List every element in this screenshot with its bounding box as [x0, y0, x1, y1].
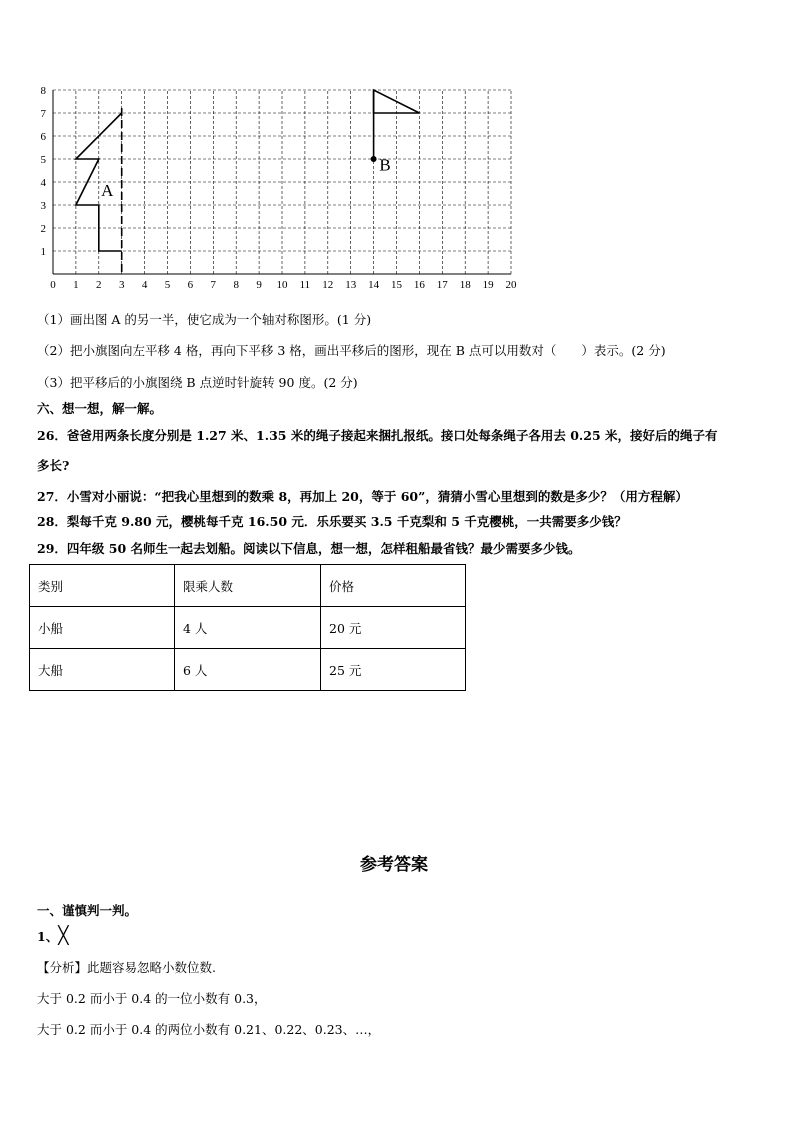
y-tick-label: 5 [40, 154, 46, 166]
boat-rental-table [29, 564, 466, 691]
x-tick-label: 20 [505, 279, 517, 291]
x-tick-label: 3 [118, 279, 125, 291]
table-cell: 小船 [30, 607, 175, 649]
x-tick-label: 5 [164, 279, 171, 291]
x-tick-label: 6 [187, 279, 194, 291]
x-tick-label: 8 [233, 279, 239, 291]
y-axis-tick-labels [41, 85, 47, 258]
table-header-cell: 类别 [30, 565, 175, 607]
x-tick-label: 18 [459, 279, 471, 291]
question-26-line1: 26．爸爸用两条长度分别是 1.27 米、1.35 米的绳子接起来捆扎报纸。接口处每条绳子各用去 0.25 米，接好后的绳子有 [37, 428, 718, 443]
analysis-line: 【分析】此题容易忽略小数位数. [37, 960, 216, 975]
x-tick-label: 12 [322, 279, 334, 291]
y-tick-label: 8 [40, 85, 46, 97]
answers-title: 参考答案 [360, 855, 428, 875]
answers-section-1: 一、谨慎判一判。 [37, 903, 138, 918]
question-3: （3）把平移后的小旗图绕 B 点逆时针旋转 90 度。(2 分) [37, 375, 358, 390]
x-tick-label: 19 [482, 279, 494, 291]
question-27: 27．小雪对小丽说：“把我心里想到的数乘 8，再加上 20，等于 60”，猜猜小雪心里想到的数是多少？（用方程解） [37, 489, 688, 504]
x-axis-tick-labels [50, 279, 517, 291]
y-tick-label: 2 [40, 223, 46, 235]
x-tick-label: 7 [210, 279, 217, 291]
point-b-label: B [379, 155, 391, 175]
x-tick-label: 15 [391, 279, 402, 291]
question-26-line2: 多长? [37, 458, 70, 473]
table-cell: 20 元 [321, 607, 466, 649]
x-tick-label: 16 [413, 279, 425, 291]
y-tick-label: 3 [40, 200, 46, 212]
section-six-heading: 六、想一想，解一解。 [37, 401, 163, 416]
x-tick-label: 2 [96, 279, 102, 291]
answer-line-1: 大于 0.2 而小于 0.4 的一位小数有 0.3， [37, 991, 267, 1006]
coordinate-grid-figure [30, 78, 530, 293]
shape-a-label: A [101, 180, 114, 200]
answer-item-number: 1、 [37, 929, 59, 944]
x-tick-label: 17 [436, 279, 448, 291]
y-tick-label: 6 [40, 131, 46, 143]
answer-item-1 [37, 928, 68, 945]
answer-line-2: 大于 0.2 而小于 0.4 的两位小数有 0.21、0.22、0.23、…， [37, 1022, 381, 1037]
y-tick-label: 4 [40, 177, 46, 189]
table-row [30, 649, 466, 691]
question-1: （1）画出图 A 的另一半，使它成为一个轴对称图形。(1 分) [37, 312, 372, 327]
x-tick-label: 14 [368, 279, 380, 291]
x-tick-label: 13 [345, 279, 357, 291]
wrong-mark-icon: ╳ [58, 926, 69, 946]
table-row [30, 607, 466, 649]
table-cell: 6 人 [175, 649, 321, 691]
question-2: （2）把小旗图向左平移 4 格，再向下平移 3 格，画出平移后的图形，现在 B 点可以用数对（ ）表示。(2 分) [37, 343, 666, 358]
table-cell: 大船 [30, 649, 175, 691]
question-29: 29．四年级 50 名师生一起去划船。阅读以下信息，想一想，怎样租船最省钱？最少需要多少钱。 [37, 541, 581, 556]
point-b-dot [371, 156, 377, 162]
x-tick-label: 10 [276, 279, 288, 291]
question-28: 28．梨每千克 9.80 元，樱桃每千克 16.50 元．乐乐要买 3.5 千克梨和 5 千克樱桃，一共需要多少钱？ [37, 514, 627, 529]
table-header-row [30, 565, 466, 607]
x-tick-label: 4 [141, 279, 148, 291]
x-tick-label: 0 [50, 279, 56, 291]
x-tick-label: 11 [299, 279, 311, 291]
figure-shapes [76, 90, 420, 272]
table-cell: 4 人 [175, 607, 321, 649]
y-tick-label: 1 [40, 246, 46, 258]
x-tick-label: 1 [73, 279, 79, 291]
table-header-cell: 限乘人数 [175, 565, 321, 607]
table-header-cell: 价格 [321, 565, 466, 607]
x-tick-label: 9 [256, 279, 262, 291]
y-tick-label: 7 [40, 108, 46, 120]
table-cell: 25 元 [321, 649, 466, 691]
